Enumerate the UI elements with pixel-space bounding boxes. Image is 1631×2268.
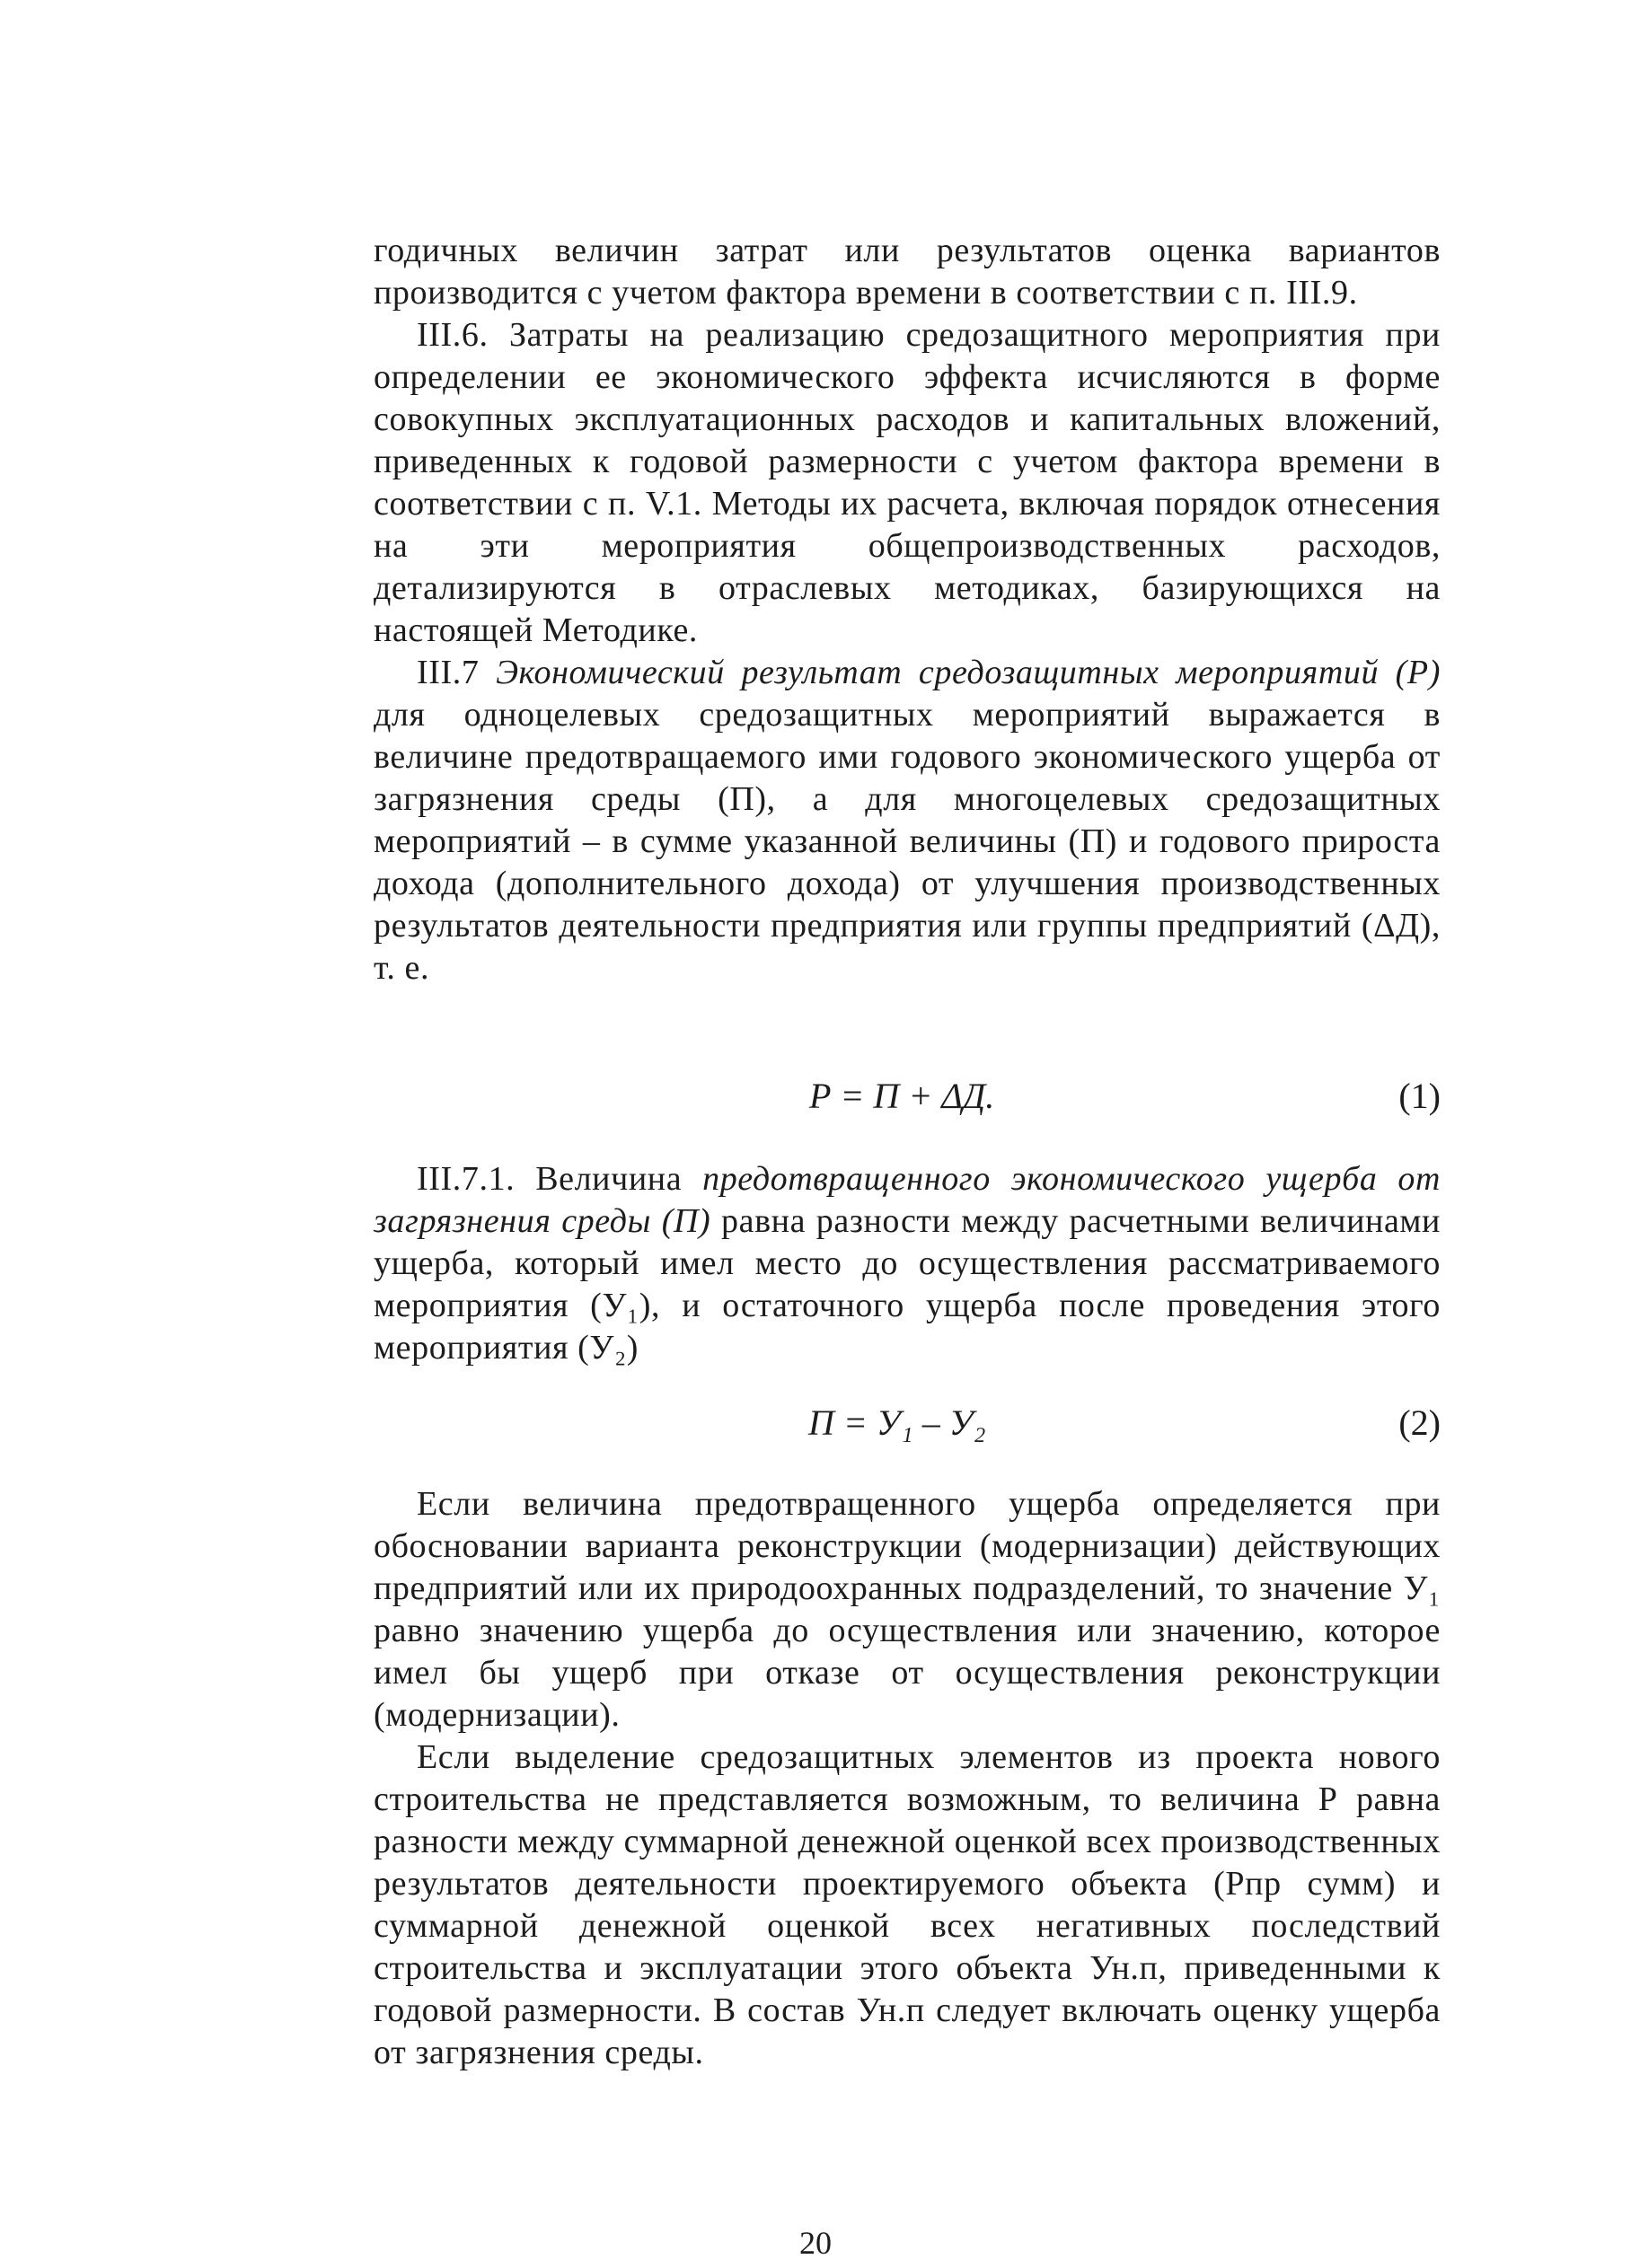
paragraph-iii-7-text: для одноцелевых средозащитных мероприятий выражается в величине предотвращаемого ими годового экономического ущерба от загрязнения среды (П), а для многоцелевых средозащитных мероприятий – в сумме указанной величины (П) и годового прироста дохода (дополнительного дохода) от улучшения производственных результатов деятельности предприятия или группы предприятий (ΔД), т. е. <box>374 696 1441 987</box>
text-block-top <box>374 230 1441 989</box>
paragraph-continuation: годичных величин затрат или результатов оценка вариантов производится с учетом фактора времени в соответствии с п. III.9. <box>374 232 1441 312</box>
term-economic-result: Экономический результат средозащитных мероприятий <box>496 654 1380 691</box>
formula-1-row <box>374 1074 1441 1119</box>
paragraph-new-construction: Если выделение средозащитных элементов из проекта нового строительства не представляется возможным, то величина Р равна разности между суммарной денежной оценкой всех производственных результатов деятельности проектируемого объекта (Рпр сумм) и суммарной денежной оценкой всех негативных последствий строительства и эксплуатации этого объекта Ун.п, приведенными к годовой размерности. В состав Ун.п следует включать оценку ущерба от загрязнения среды. <box>374 1738 1441 2071</box>
paragraph-iii-7-1-text: равна разности между расчетными величинами ущерба, который имел место до осуществления рассматриваемого мероприятия (У₁), и остаточного ущерба после проведения этого мероприятия (У₂) <box>374 1202 1441 1367</box>
paragraph-iii-6: III.6. Затраты на реализацию средозащитного мероприятия при определении ее экономического эффекта исчисляются в форме совокупных эксплуатационных расходов и капитальных вложений, приведенных к годовой размерности с учетом фактора времени в соответствии с п. V.1. Методы их расчета, включая порядок отнесения на эти мероприятия общепроизводственных расходов, детализируются в отраслевых методиках, базирующихся на настоящей Методике. <box>374 316 1441 649</box>
formula-2: П = У₁ – У₂ <box>808 1402 986 1443</box>
page-number: 20 <box>799 2225 832 2261</box>
symbol-p: (Р) <box>1395 654 1441 691</box>
clause-number: III.7.1. Величина <box>417 1160 683 1198</box>
paragraph-iii-7 <box>374 652 1441 989</box>
formula-2-row <box>374 1401 1441 1446</box>
term-prevented-damage: предотвращенного экономического ущерба от загрязнения среды <box>374 1160 1441 1240</box>
formula-2-number: (2) <box>1398 1402 1441 1443</box>
text-block-middle <box>374 1158 1441 1369</box>
formula-1-number: (1) <box>1398 1076 1441 1116</box>
text-block-bottom <box>374 1483 1441 2074</box>
clause-number: III.7 <box>417 654 480 691</box>
paragraph-reconstruction: Если величина предотвращенного ущерба определяется при обосновании варианта реконструкции (модернизации) действующих предприятий или их природоохранных подразделений, то значение У₁ равно значению ущерба до осуществления или значению, которое имел бы ущерб при отказе от осуществления реконструкции (модернизации). <box>374 1485 1441 1734</box>
symbol-pi: (П) <box>661 1202 711 1240</box>
formula-1: Р = П + ΔД. <box>809 1076 995 1116</box>
paragraph-iii-7-1 <box>374 1158 1441 1369</box>
